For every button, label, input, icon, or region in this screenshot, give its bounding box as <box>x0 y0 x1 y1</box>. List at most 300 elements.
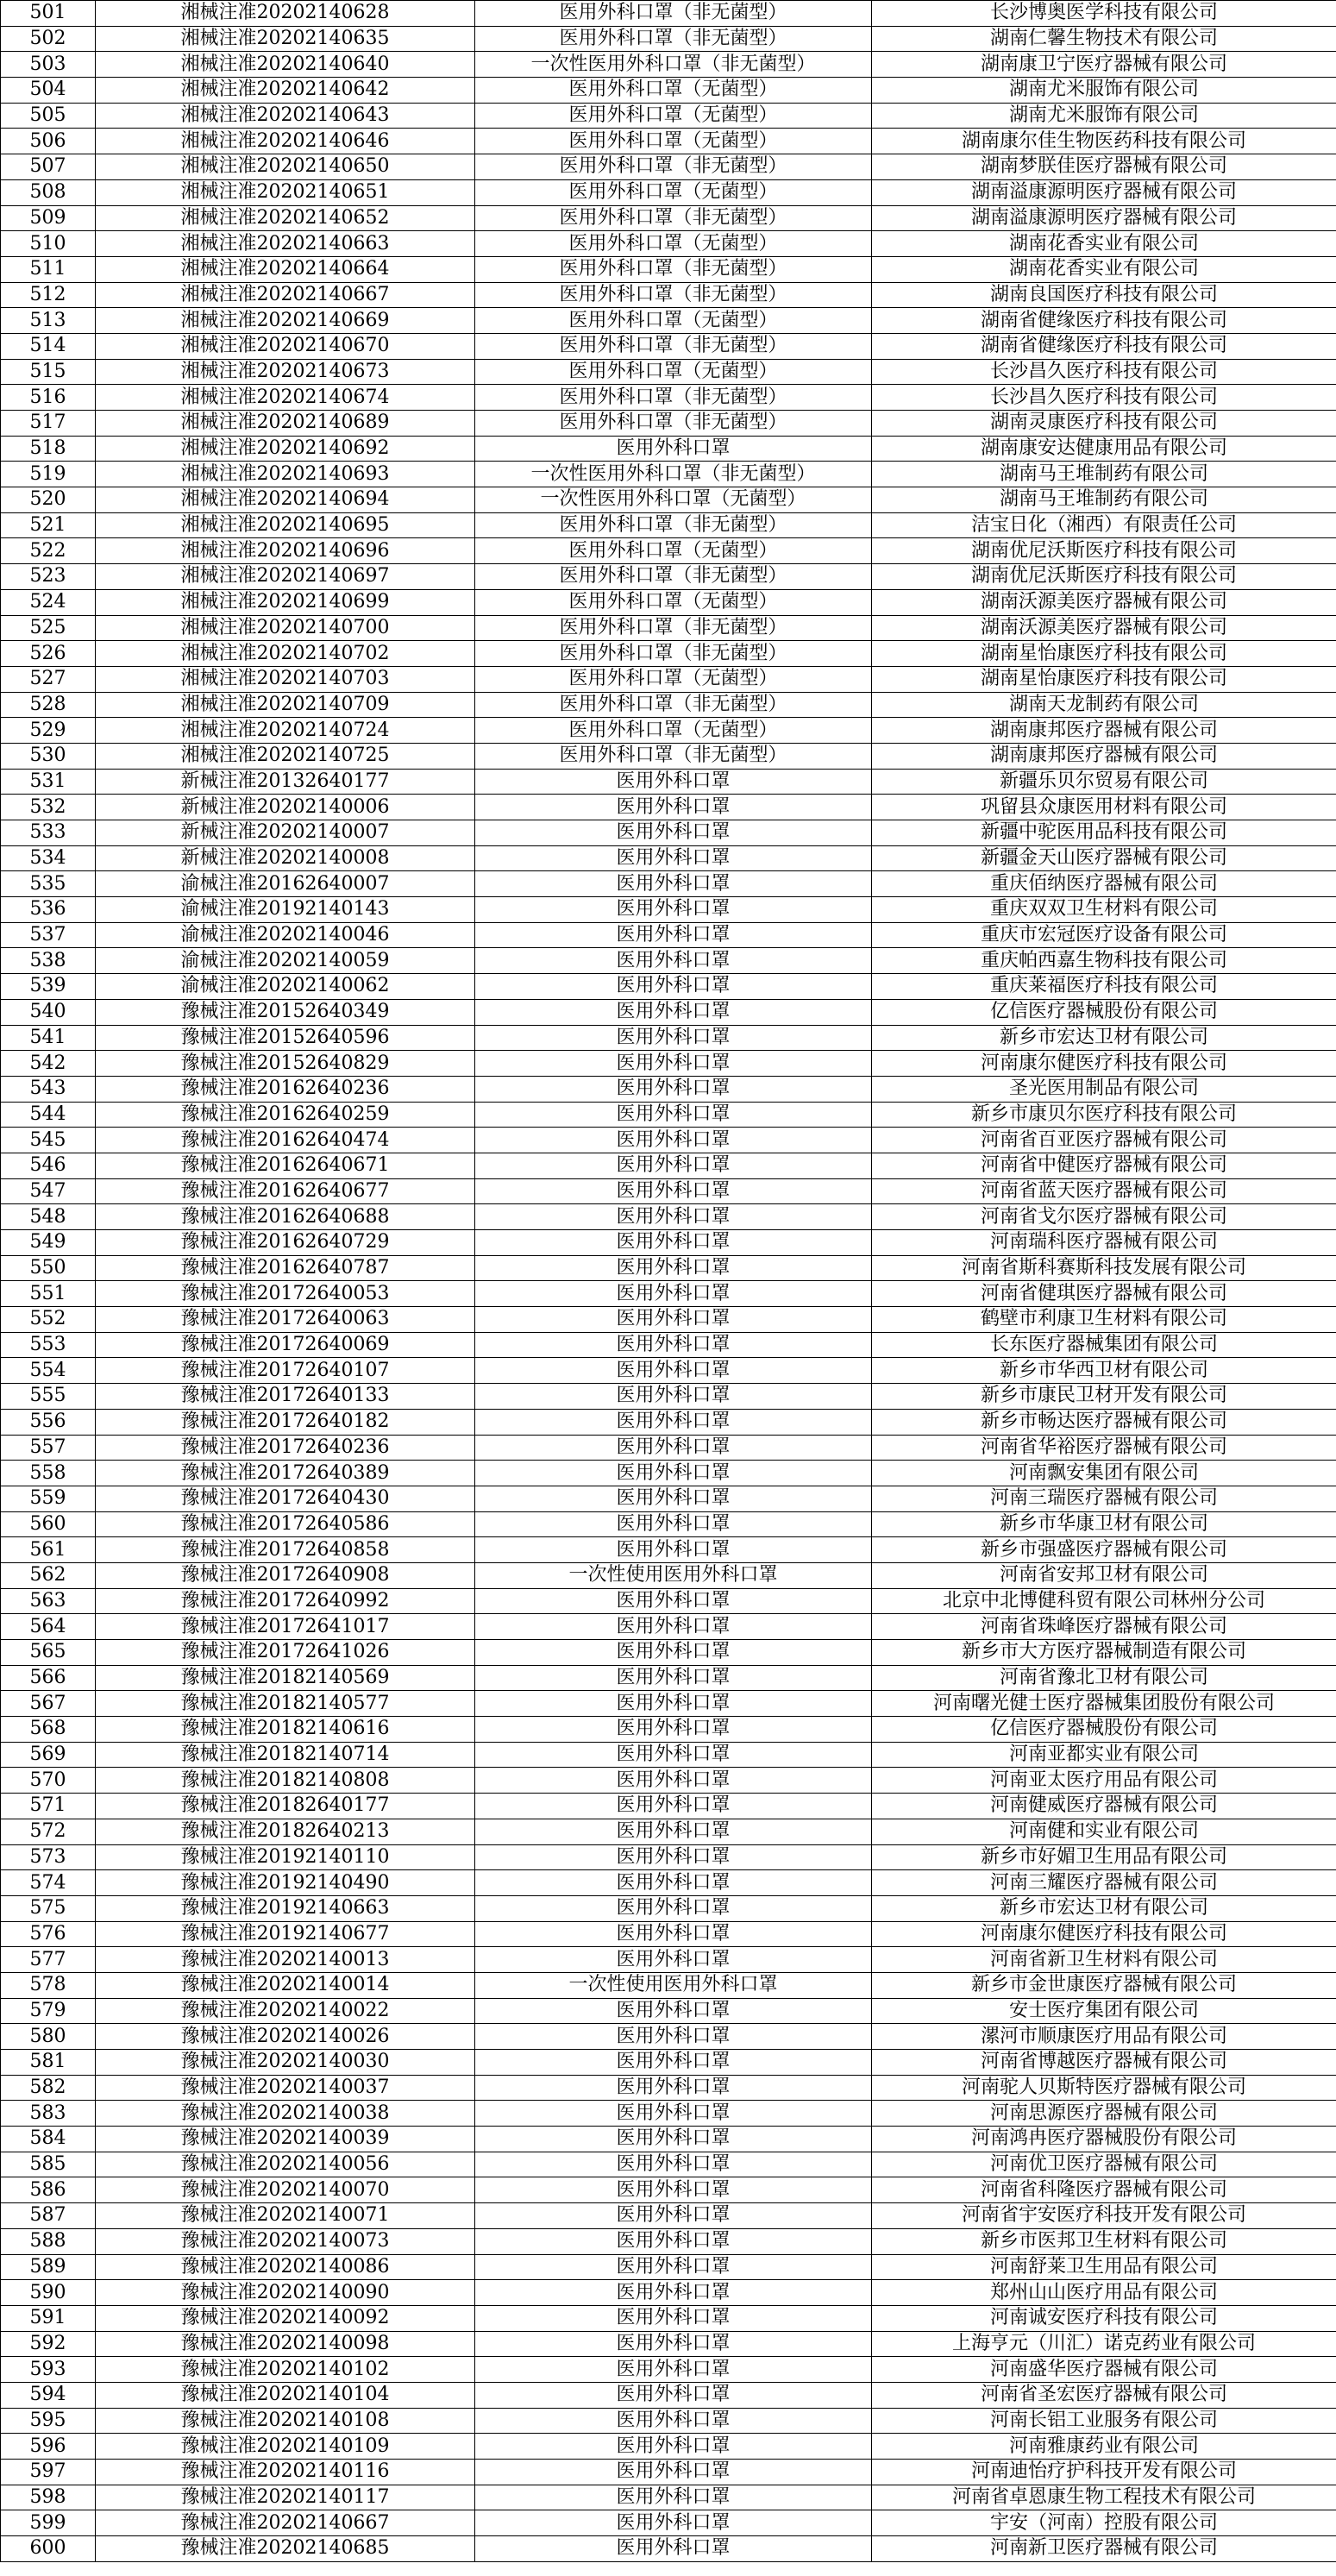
product-name-cell: 医用外科口罩（非无菌型） <box>475 205 872 231</box>
table-row <box>1 205 1336 231</box>
row-number-cell: 544 <box>1 1102 96 1128</box>
product-name-cell: 医用外科口罩 <box>475 1665 872 1691</box>
product-name-cell: 医用外科口罩（无菌型） <box>475 231 872 257</box>
table-row <box>1 1128 1336 1153</box>
manufacturer-cell: 重庆双双卫生材料有限公司 <box>872 897 1336 923</box>
product-name-cell: 医用外科口罩 <box>475 1537 872 1563</box>
row-number-cell: 539 <box>1 974 96 1000</box>
table-row <box>1 129 1336 154</box>
product-name-cell: 医用外科口罩 <box>475 948 872 974</box>
table-row <box>1 154 1336 180</box>
product-name-cell: 医用外科口罩（无菌型） <box>475 538 872 564</box>
product-name-cell: 医用外科口罩 <box>475 1281 872 1307</box>
table-row <box>1 1921 1336 1947</box>
row-number-cell: 555 <box>1 1384 96 1410</box>
row-number-cell: 516 <box>1 385 96 411</box>
row-number-cell: 587 <box>1 2203 96 2229</box>
registration-number-cell: 豫械注准20182140714 <box>96 1742 475 1768</box>
row-number-cell: 505 <box>1 103 96 129</box>
product-name-cell: 医用外科口罩 <box>475 1025 872 1051</box>
row-number-cell: 595 <box>1 2408 96 2434</box>
manufacturer-cell: 河南省珠峰医疗器械有限公司 <box>872 1614 1336 1640</box>
table-row <box>1 2203 1336 2229</box>
product-name-cell: 医用外科口罩（无菌型） <box>475 179 872 205</box>
registration-number-cell: 湘械注准20202140694 <box>96 487 475 513</box>
product-name-cell: 医用外科口罩 <box>475 1921 872 1947</box>
product-name-cell: 医用外科口罩 <box>475 2510 872 2536</box>
manufacturer-cell: 湖南省健缘医疗科技有限公司 <box>872 333 1336 359</box>
registration-number-cell: 渝械注准20202140046 <box>96 922 475 948</box>
row-number-cell: 590 <box>1 2280 96 2306</box>
row-number-cell: 578 <box>1 1972 96 1998</box>
manufacturer-cell: 河南三瑞医疗器械有限公司 <box>872 1486 1336 1511</box>
table-row <box>1 1972 1336 1998</box>
product-name-cell: 医用外科口罩 <box>475 1998 872 2024</box>
table-row <box>1 1742 1336 1768</box>
registration-number-cell: 湘械注准20202140635 <box>96 26 475 52</box>
product-name-cell: 医用外科口罩（非无菌型） <box>475 692 872 718</box>
row-number-cell: 572 <box>1 1819 96 1844</box>
product-name-cell: 医用外科口罩（无菌型） <box>475 129 872 154</box>
registration-number-cell: 湘械注准20202140725 <box>96 743 475 769</box>
table-row <box>1 1230 1336 1256</box>
table-row <box>1 974 1336 1000</box>
table-row <box>1 1051 1336 1077</box>
row-number-cell: 527 <box>1 666 96 692</box>
row-number-cell: 526 <box>1 641 96 667</box>
row-number-cell: 586 <box>1 2177 96 2203</box>
table-row <box>1 1947 1336 1973</box>
table-row <box>1 1768 1336 1794</box>
registration-number-cell: 豫械注准20202140070 <box>96 2177 475 2203</box>
product-name-cell: 医用外科口罩 <box>475 2254 872 2280</box>
manufacturer-cell: 新乡市华康卫材有限公司 <box>872 1511 1336 1537</box>
table-row <box>1 2075 1336 2101</box>
manufacturer-cell: 新疆中驼医用品科技有限公司 <box>872 820 1336 846</box>
registration-number-cell: 湘械注准20202140652 <box>96 205 475 231</box>
registration-number-cell: 豫械注准20162640729 <box>96 1230 475 1256</box>
manufacturer-cell: 重庆市宏冠医疗设备有限公司 <box>872 922 1336 948</box>
manufacturer-cell: 亿信医疗器械股份有限公司 <box>872 1717 1336 1743</box>
registration-number-cell: 豫械注准20202140090 <box>96 2280 475 2306</box>
row-number-cell: 513 <box>1 308 96 334</box>
row-number-cell: 588 <box>1 2228 96 2254</box>
registration-number-cell: 湘械注准20202140692 <box>96 436 475 462</box>
registration-number-cell: 豫械注准20202140071 <box>96 2203 475 2229</box>
registration-number-cell: 豫械注准20172640053 <box>96 1281 475 1307</box>
registration-number-cell: 湘械注准20202140696 <box>96 538 475 564</box>
row-number-cell: 541 <box>1 1025 96 1051</box>
manufacturer-cell: 重庆莱福医疗科技有限公司 <box>872 974 1336 1000</box>
manufacturer-cell: 新疆乐贝尔贸易有限公司 <box>872 769 1336 795</box>
product-name-cell: 医用外科口罩 <box>475 2024 872 2050</box>
product-name-cell: 医用外科口罩 <box>475 1128 872 1153</box>
product-name-cell: 医用外科口罩 <box>475 2408 872 2434</box>
product-name-cell: 一次性使用医用外科口罩 <box>475 1562 872 1588</box>
table-row <box>1 1204 1336 1230</box>
table-row <box>1 1717 1336 1743</box>
product-name-cell: 医用外科口罩 <box>475 1614 872 1640</box>
manufacturer-cell: 新乡市畅达医疗器械有限公司 <box>872 1409 1336 1435</box>
registration-number-cell: 豫械注准20172641026 <box>96 1640 475 1666</box>
registration-number-cell: 豫械注准20162640259 <box>96 1102 475 1128</box>
row-number-cell: 554 <box>1 1358 96 1384</box>
row-number-cell: 547 <box>1 1178 96 1204</box>
table-row <box>1 1025 1336 1051</box>
row-number-cell: 585 <box>1 2152 96 2177</box>
registration-number-cell: 豫械注准20172640586 <box>96 1511 475 1537</box>
manufacturer-cell: 宇安（河南）控股有限公司 <box>872 2510 1336 2536</box>
table-row <box>1 589 1336 615</box>
table-row <box>1 487 1336 513</box>
product-name-cell: 医用外科口罩 <box>475 1204 872 1230</box>
product-name-cell: 医用外科口罩 <box>475 2357 872 2383</box>
row-number-cell: 596 <box>1 2434 96 2460</box>
manufacturer-cell: 湖南花香实业有限公司 <box>872 256 1336 282</box>
product-name-cell: 医用外科口罩 <box>475 1153 872 1178</box>
table-row <box>1 2228 1336 2254</box>
registration-number-cell: 渝械注准20192140143 <box>96 897 475 923</box>
row-number-cell: 592 <box>1 2331 96 2357</box>
table-row <box>1 1486 1336 1511</box>
registration-number-cell: 豫械注准20202140104 <box>96 2382 475 2408</box>
table-row <box>1 282 1336 308</box>
table-row <box>1 308 1336 334</box>
registration-number-cell: 豫械注准20182640213 <box>96 1819 475 1844</box>
row-number-cell: 530 <box>1 743 96 769</box>
manufacturer-cell: 湖南康尔佳生物医药科技有限公司 <box>872 129 1336 154</box>
registration-number-cell: 豫械注准20172640063 <box>96 1307 475 1333</box>
table-row <box>1 1640 1336 1666</box>
registration-number-cell: 豫械注准20202140039 <box>96 2127 475 2152</box>
manufacturer-cell: 湖南沃源美医疗器械有限公司 <box>872 615 1336 641</box>
row-number-cell: 522 <box>1 538 96 564</box>
registration-number-cell: 豫械注准20182140808 <box>96 1768 475 1794</box>
row-number-cell: 594 <box>1 2382 96 2408</box>
registration-number-cell: 豫械注准20152640596 <box>96 1025 475 1051</box>
product-name-cell: 医用外科口罩 <box>475 1178 872 1204</box>
registration-number-cell: 湘械注准20202140695 <box>96 512 475 538</box>
row-number-cell: 558 <box>1 1461 96 1486</box>
table-row <box>1 615 1336 641</box>
registration-number-cell: 豫械注准20172641017 <box>96 1614 475 1640</box>
row-number-cell: 540 <box>1 999 96 1025</box>
manufacturer-cell: 湖南康安达健康用品有限公司 <box>872 436 1336 462</box>
manufacturer-cell: 湖南梦朕佳医疗器械有限公司 <box>872 154 1336 180</box>
row-number-cell: 550 <box>1 1255 96 1281</box>
manufacturer-cell: 湖南溢康源明医疗器械有限公司 <box>872 179 1336 205</box>
registration-number-cell: 豫械注准20162640677 <box>96 1178 475 1204</box>
row-number-cell: 515 <box>1 359 96 385</box>
row-number-cell: 511 <box>1 256 96 282</box>
table-row <box>1 411 1336 437</box>
row-number-cell: 519 <box>1 462 96 487</box>
product-name-cell: 医用外科口罩 <box>475 1717 872 1743</box>
registration-number-cell: 豫械注准20202140037 <box>96 2075 475 2101</box>
registration-number-cell: 豫械注准20202140092 <box>96 2305 475 2331</box>
row-number-cell: 567 <box>1 1691 96 1717</box>
manufacturer-cell: 巩留县众康医用材料有限公司 <box>872 795 1336 820</box>
product-name-cell: 医用外科口罩（非无菌型） <box>475 282 872 308</box>
registration-number-cell: 豫械注准20202140014 <box>96 1972 475 1998</box>
manufacturer-cell: 重庆帕西嘉生物科技有限公司 <box>872 948 1336 974</box>
product-name-cell: 医用外科口罩 <box>475 1486 872 1511</box>
manufacturer-cell: 河南鸿冉医疗器械股份有限公司 <box>872 2127 1336 2152</box>
row-number-cell: 506 <box>1 129 96 154</box>
registration-number-cell: 豫械注准20162640474 <box>96 1128 475 1153</box>
product-name-cell: 一次性医用外科口罩（非无菌型） <box>475 52 872 78</box>
manufacturer-cell: 湖南马王堆制药有限公司 <box>872 487 1336 513</box>
table-row <box>1 385 1336 411</box>
product-name-cell: 医用外科口罩 <box>475 2177 872 2203</box>
table-row <box>1 1153 1336 1178</box>
manufacturer-cell: 湖南仁馨生物技术有限公司 <box>872 26 1336 52</box>
manufacturer-cell: 河南康尔健医疗科技有限公司 <box>872 1051 1336 1077</box>
row-number-cell: 543 <box>1 1076 96 1102</box>
row-number-cell: 521 <box>1 512 96 538</box>
product-name-cell: 医用外科口罩 <box>475 999 872 1025</box>
registration-number-cell: 豫械注准20162640787 <box>96 1255 475 1281</box>
manufacturer-cell: 河南省科隆医疗器械有限公司 <box>872 2177 1336 2203</box>
table-row <box>1 2536 1336 2562</box>
product-name-cell: 医用外科口罩 <box>475 1844 872 1870</box>
manufacturer-cell: 鹤壁市利康卫生材料有限公司 <box>872 1307 1336 1333</box>
table-row <box>1 897 1336 923</box>
manufacturer-cell: 新乡市康贝尔医疗科技有限公司 <box>872 1102 1336 1128</box>
table-row <box>1 1537 1336 1563</box>
manufacturer-cell: 河南省斯科赛斯科技发展有限公司 <box>872 1255 1336 1281</box>
registration-number-cell: 豫械注准20172640992 <box>96 1588 475 1614</box>
table-row <box>1 2357 1336 2383</box>
table-row <box>1 1588 1336 1614</box>
table-row <box>1 103 1336 129</box>
table-row <box>1 2152 1336 2177</box>
table-row <box>1 1511 1336 1537</box>
table-row <box>1 718 1336 744</box>
row-number-cell: 503 <box>1 52 96 78</box>
product-name-cell: 医用外科口罩 <box>475 2460 872 2485</box>
table-row <box>1 2382 1336 2408</box>
registration-number-cell: 豫械注准20162640671 <box>96 1153 475 1178</box>
table-row <box>1 1691 1336 1717</box>
registration-number-cell: 新械注准20132640177 <box>96 769 475 795</box>
row-number-cell: 593 <box>1 2357 96 2383</box>
manufacturer-cell: 河南健和实业有限公司 <box>872 1819 1336 1844</box>
registration-number-cell: 豫械注准20202140116 <box>96 2460 475 2485</box>
table-row <box>1 2510 1336 2536</box>
row-number-cell: 537 <box>1 922 96 948</box>
row-number-cell: 564 <box>1 1614 96 1640</box>
row-number-cell: 534 <box>1 845 96 871</box>
table-row <box>1 564 1336 590</box>
product-name-cell: 医用外科口罩（非无菌型） <box>475 641 872 667</box>
manufacturer-cell: 河南省圣宏医疗器械有限公司 <box>872 2382 1336 2408</box>
row-number-cell: 538 <box>1 948 96 974</box>
table-row <box>1 2177 1336 2203</box>
manufacturer-cell: 重庆佰纳医疗器械有限公司 <box>872 871 1336 897</box>
product-name-cell: 医用外科口罩 <box>475 1742 872 1768</box>
manufacturer-cell: 湖南优尼沃斯医疗科技有限公司 <box>872 564 1336 590</box>
manufacturer-cell: 河南新卫医疗器械有限公司 <box>872 2536 1336 2562</box>
manufacturer-cell: 湖南省健缘医疗科技有限公司 <box>872 308 1336 334</box>
table-row <box>1 1 1336 27</box>
row-number-cell: 562 <box>1 1562 96 1588</box>
manufacturer-cell: 漯河市顺康医疗用品有限公司 <box>872 2024 1336 2050</box>
product-name-cell: 医用外科口罩（非无菌型） <box>475 743 872 769</box>
product-name-cell: 医用外科口罩 <box>475 2050 872 2076</box>
table-row <box>1 999 1336 1025</box>
manufacturer-cell: 河南省新卫生材料有限公司 <box>872 1947 1336 1973</box>
table-row <box>1 1384 1336 1410</box>
registration-number-cell: 豫械注准20202140086 <box>96 2254 475 2280</box>
row-number-cell: 535 <box>1 871 96 897</box>
registration-number-cell: 新械注准20202140006 <box>96 795 475 820</box>
row-number-cell: 512 <box>1 282 96 308</box>
manufacturer-cell: 河南长铝工业服务有限公司 <box>872 2408 1336 2434</box>
registration-number-cell: 豫械注准20172640389 <box>96 1461 475 1486</box>
manufacturer-cell: 河南省健琪医疗器械有限公司 <box>872 1281 1336 1307</box>
product-name-cell: 医用外科口罩 <box>475 1230 872 1256</box>
registration-number-cell: 豫械注准20202140022 <box>96 1998 475 2024</box>
manufacturer-cell: 湖南康卫宁医疗器械有限公司 <box>872 52 1336 78</box>
registration-number-cell: 湘械注准20202140699 <box>96 589 475 615</box>
row-number-cell: 548 <box>1 1204 96 1230</box>
registration-number-cell: 豫械注准20162640688 <box>96 1204 475 1230</box>
registration-number-cell: 湘械注准20202140689 <box>96 411 475 437</box>
row-number-cell: 576 <box>1 1921 96 1947</box>
table-row <box>1 769 1336 795</box>
registration-number-cell: 豫械注准20172640133 <box>96 1384 475 1410</box>
table-row <box>1 1332 1336 1358</box>
row-number-cell: 528 <box>1 692 96 718</box>
manufacturer-cell: 河南诚安医疗科技有限公司 <box>872 2305 1336 2331</box>
registration-number-cell: 豫械注准20202140056 <box>96 2152 475 2177</box>
row-number-cell: 571 <box>1 1794 96 1819</box>
manufacturer-cell: 新疆金天山医疗器械有限公司 <box>872 845 1336 871</box>
product-name-cell: 医用外科口罩 <box>475 1794 872 1819</box>
registration-number-cell: 豫械注准20182140616 <box>96 1717 475 1743</box>
table-row <box>1 871 1336 897</box>
product-name-cell: 医用外科口罩（非无菌型） <box>475 615 872 641</box>
product-name-cell: 医用外科口罩 <box>475 2228 872 2254</box>
registration-number-cell: 湘械注准20202140673 <box>96 359 475 385</box>
row-number-cell: 549 <box>1 1230 96 1256</box>
table-row <box>1 2050 1336 2076</box>
manufacturer-cell: 湖南灵康医疗科技有限公司 <box>872 411 1336 437</box>
product-name-cell: 医用外科口罩（非无菌型） <box>475 26 872 52</box>
row-number-cell: 579 <box>1 1998 96 2024</box>
manufacturer-cell: 河南省豫北卫材有限公司 <box>872 1665 1336 1691</box>
manufacturer-cell: 长沙昌久医疗科技有限公司 <box>872 359 1336 385</box>
registration-number-cell: 豫械注准20182640177 <box>96 1794 475 1819</box>
table-row <box>1 2024 1336 2050</box>
table-row <box>1 462 1336 487</box>
row-number-cell: 520 <box>1 487 96 513</box>
manufacturer-cell: 洁宝日化（湘西）有限责任公司 <box>872 512 1336 538</box>
registration-number-cell: 豫械注准20202140013 <box>96 1947 475 1973</box>
row-number-cell: 598 <box>1 2485 96 2510</box>
row-number-cell: 523 <box>1 564 96 590</box>
table-row <box>1 1409 1336 1435</box>
registration-number-cell: 豫械注准20202140667 <box>96 2510 475 2536</box>
registration-number-cell: 豫械注准20202140098 <box>96 2331 475 2357</box>
table-row <box>1 179 1336 205</box>
row-number-cell: 563 <box>1 1588 96 1614</box>
row-number-cell: 507 <box>1 154 96 180</box>
table-row <box>1 1102 1336 1128</box>
registration-number-cell: 豫械注准20172640430 <box>96 1486 475 1511</box>
row-number-cell: 510 <box>1 231 96 257</box>
manufacturer-cell: 长沙博奥医学科技有限公司 <box>872 1 1336 27</box>
registration-number-cell: 豫械注准20202140117 <box>96 2485 475 2510</box>
registration-number-cell: 新械注准20202140007 <box>96 820 475 846</box>
product-name-cell: 医用外科口罩（无菌型） <box>475 103 872 129</box>
row-number-cell: 525 <box>1 615 96 641</box>
table-row <box>1 1998 1336 2024</box>
product-name-cell: 医用外科口罩 <box>475 436 872 462</box>
manufacturer-cell: 湖南尤米服饰有限公司 <box>872 103 1336 129</box>
manufacturer-cell: 新乡市好媚卫生用品有限公司 <box>872 1844 1336 1870</box>
product-name-cell: 医用外科口罩 <box>475 1051 872 1077</box>
registration-number-cell: 豫械注准20202140109 <box>96 2434 475 2460</box>
row-number-cell: 573 <box>1 1844 96 1870</box>
registration-number-cell: 湘械注准20202140703 <box>96 666 475 692</box>
row-number-cell: 501 <box>1 1 96 27</box>
registration-number-cell: 湘械注准20202140643 <box>96 103 475 129</box>
registration-number-cell: 湘械注准20202140693 <box>96 462 475 487</box>
registration-number-cell: 豫械注准20172640908 <box>96 1562 475 1588</box>
row-number-cell: 600 <box>1 2536 96 2562</box>
row-number-cell: 584 <box>1 2127 96 2152</box>
row-number-cell: 597 <box>1 2460 96 2485</box>
row-number-cell: 557 <box>1 1435 96 1461</box>
table-row <box>1 538 1336 564</box>
product-name-cell: 医用外科口罩 <box>475 1435 872 1461</box>
table-row <box>1 256 1336 282</box>
registration-number-cell: 豫械注准20172640107 <box>96 1358 475 1384</box>
product-name-cell: 医用外科口罩 <box>475 1358 872 1384</box>
row-number-cell: 559 <box>1 1486 96 1511</box>
product-name-cell: 医用外科口罩 <box>475 2101 872 2127</box>
registration-number-cell: 豫械注准20172640236 <box>96 1435 475 1461</box>
product-name-cell: 医用外科口罩（非无菌型） <box>475 1 872 27</box>
registration-number-cell: 豫械注准20202140685 <box>96 2536 475 2562</box>
manufacturer-cell: 河南省百亚医疗器械有限公司 <box>872 1128 1336 1153</box>
registration-number-cell: 湘械注准20202140669 <box>96 308 475 334</box>
table-row <box>1 1358 1336 1384</box>
row-number-cell: 514 <box>1 333 96 359</box>
product-name-cell: 医用外科口罩 <box>475 2331 872 2357</box>
registration-number-cell: 豫械注准20182140569 <box>96 1665 475 1691</box>
table-row <box>1 692 1336 718</box>
registration-number-cell: 湘械注准20202140651 <box>96 179 475 205</box>
product-name-cell: 医用外科口罩（无菌型） <box>475 666 872 692</box>
product-name-cell: 一次性医用外科口罩（非无菌型） <box>475 462 872 487</box>
product-name-cell: 医用外科口罩 <box>475 1076 872 1102</box>
row-number-cell: 551 <box>1 1281 96 1307</box>
row-number-cell: 532 <box>1 795 96 820</box>
table-row <box>1 1281 1336 1307</box>
product-name-cell: 医用外科口罩 <box>475 1255 872 1281</box>
row-number-cell: 599 <box>1 2510 96 2536</box>
registration-number-cell: 湘械注准20202140640 <box>96 52 475 78</box>
row-number-cell: 561 <box>1 1537 96 1563</box>
row-number-cell: 545 <box>1 1128 96 1153</box>
product-name-cell: 医用外科口罩 <box>475 1768 872 1794</box>
product-name-cell: 医用外科口罩 <box>475 1819 872 1844</box>
product-name-cell: 医用外科口罩 <box>475 2075 872 2101</box>
manufacturer-cell: 河南亚都实业有限公司 <box>872 1742 1336 1768</box>
